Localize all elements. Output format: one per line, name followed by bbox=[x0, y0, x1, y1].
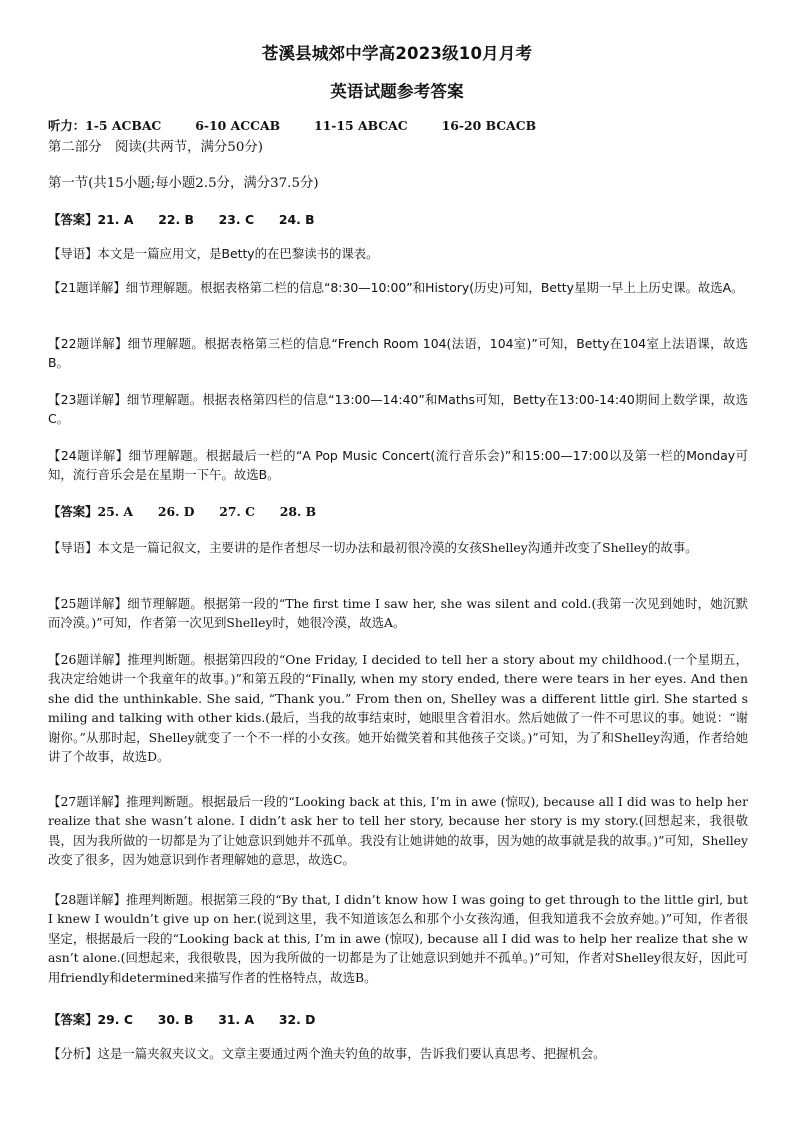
page-subtitle: 英语试题参考答案 bbox=[330, 82, 464, 101]
explanation-22: 【22题详解】细节理解题。根据表格第三栏的信息“French Room 104(法语，104室)”可知，Betty在104室上法语课，故选B。 bbox=[48, 336, 748, 371]
explanation-26: 【26题详解】推理判断题。根据第四段的“One Friday, I decided to tell her a story about my childhood.(一个星期五，我决定给她讲一个我童年的故事。)”和第五段的“Finally, when my story ended, there were tears in her eyes. And then she did the unthinkable. She said, “Thank you.” From then on, Shelley was a different little girl. She started smiling and talking with other kids.(最后，当我的故事结束时，她眼里含着泪水。然后她做了一件不可思议的事。她说：“谢谢你。”从那时起，Shelley就变了一个不一样的小女孩。她开始微笑着和其他孩子交谈。)”可知，为了和Shelley沟通，作者给她讲了个故事，故选D。 bbox=[48, 652, 748, 765]
page-title: 苍溪县城郊中学高2023级10月月考 bbox=[261, 44, 533, 63]
explanation-28: 【28题详解】推理判断题。根据第三段的“By that, I didn’t know how I was going to get through to the little girl, but I knew I wouldn’t give up on her.(说到这里，我不知道该怎么和那个小女孩沟通，但我知道我不会放弃她。)”可知，作者很坚定，根据最后一段的“Looking back at this, I’m in awe (惊叹), because all I did was to help her realize that she wasn’t alone.(回想起来，我很敬畏，因为我所做的一切都是为了让她意识到她并不孤单。)”可知，作者对Shelley很友好，因此可用friendly和determined来描写作者的性格特点，故选B。 bbox=[48, 892, 748, 985]
explanation-21: 【21题详解】细节理解题。根据表格第二栏的信息“8:30—10:00”和History(历史)可知，Betty星期一早上上历史课。故选A。 bbox=[48, 280, 744, 295]
listening-group: 1-5 ACBAC bbox=[85, 118, 162, 133]
intro-passage-b: 【导语】本文是一篇记叙文，主要讲的是作者想尽一切办法和最初很冷漠的女孩Shelley沟通并改变了Shelley的故事。 bbox=[48, 540, 698, 555]
section1-heading: 第一节(共15小题;每小题2.5分，满分37.5分) bbox=[48, 176, 319, 191]
part2-heading: 第二部分 阅读(共两节，满分50分) bbox=[48, 140, 263, 155]
analysis-passage-c: 【分析】这是一篇夹叙夹议文。文章主要通过两个渔夫钓鱼的故事，告诉我们要认真思考、把握机会。 bbox=[48, 1046, 606, 1061]
listening-group: 16-20 BCACB bbox=[441, 118, 537, 133]
answer-row-25-28: 【答案】25. A 26. D 27. C 28. B bbox=[48, 504, 317, 519]
intro-passage-a: 【导语】本文是一篇应用文，是Betty的在巴黎读书的课表。 bbox=[48, 246, 379, 261]
listening-group: 11-15 ABCAC bbox=[314, 118, 408, 133]
explanation-25: 【25题详解】细节理解题。根据第一段的“The first time I saw her, she was silent and cold.(我第一次见到她时，她沉默而冷漠。)”可知，作者第一次见到Shelley时，她很冷漠，故选A。 bbox=[48, 596, 748, 631]
explanation-23: 【23题详解】细节理解题。根据表格第四栏的信息“13:00—14:40”和Maths可知，Betty在13:00-14:40期间上数学课，故选C。 bbox=[48, 392, 748, 427]
listening-group: 6-10 ACCAB bbox=[195, 118, 281, 133]
answer-row-29-32: 【答案】29. C 30. B 31. A 32. D bbox=[48, 1012, 316, 1027]
answer-row-21-24: 【答案】21. A 22. B 23. C 24. B bbox=[48, 212, 315, 227]
explanation-27: 【27题详解】推理判断题。根据最后一段的“Looking back at this, I’m in awe (惊叹), because all I did was to help her realize that she wasn’t alone. I didn’t ask her to tell her story, because her story is my story.(回想起来，我很敬畏，因为我所做的一切都是为了让她意识到她并不孤单。我没有让她讲她的故事，因为她的故事就是我的故事。)”可知，Shelley改变了很多，因为她意识到作者理解她的意思，故选C。 bbox=[48, 794, 748, 868]
listening-label: 听力： bbox=[48, 118, 86, 133]
listening-answers bbox=[48, 116, 748, 135]
explanation-24: 【24题详解】细节理解题。根据最后一栏的“A Pop Music Concert(流行音乐会)”和15:00—17:00以及第一栏的Monday可知，流行音乐会是在星期一下午。故选B。 bbox=[48, 448, 748, 483]
